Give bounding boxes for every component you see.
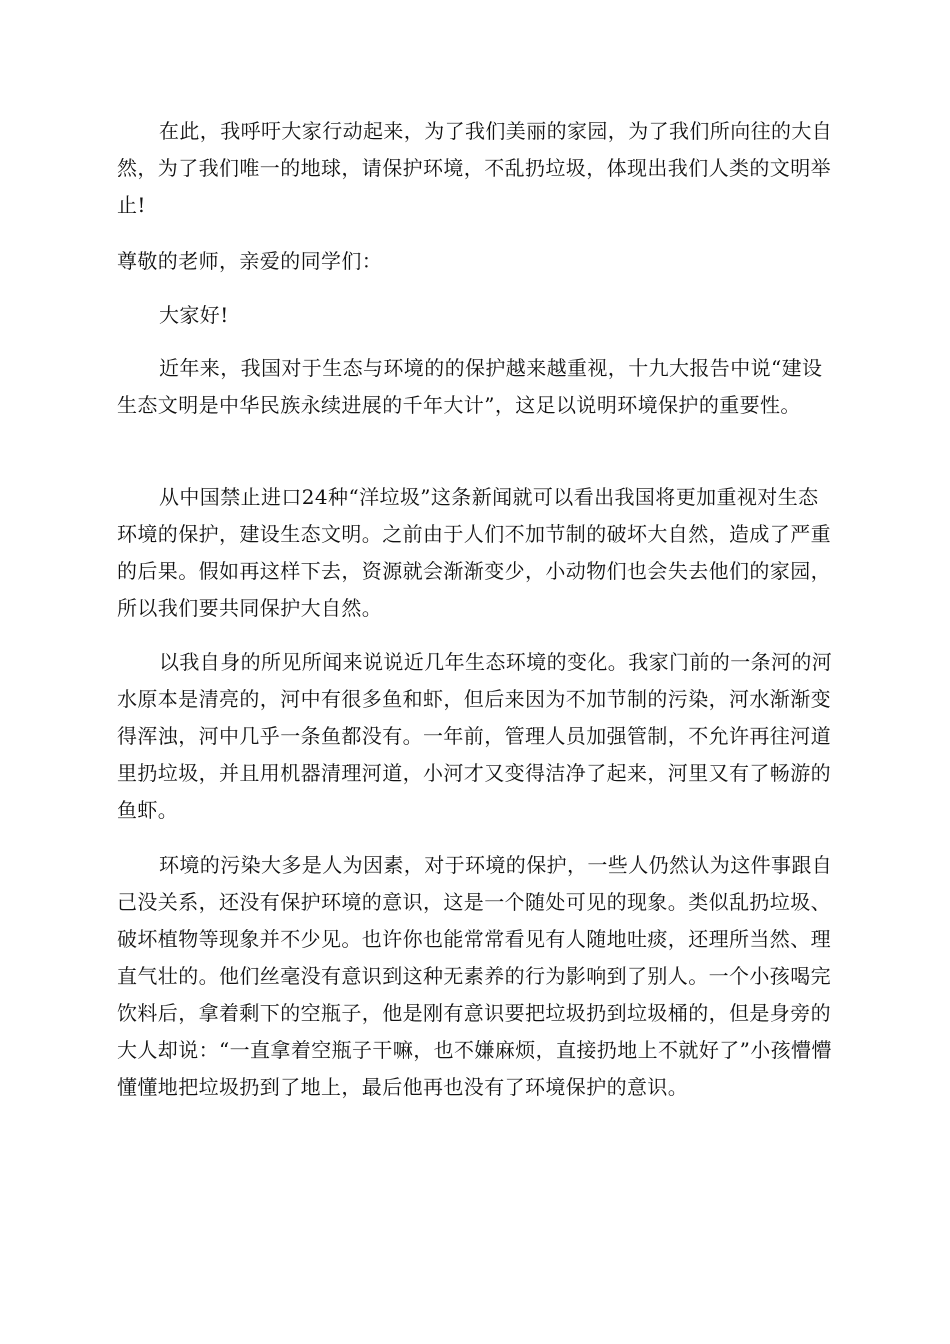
paragraph-salutation: 尊敬的老师，亲爱的同学们： xyxy=(117,249,383,273)
paragraph-river-change: 以我自身的所见所闻来说说近几年生态环境的变化。我家门前的一条河的河水原本是清亮的，河中有很多鱼和虾，但后来因为不加节制的污染，河水渐渐变得浑浊，河中几乎一条鱼都没有。一年前，管理人员加强管制，不允许再往河道里扔垃圾，并且用机器清理河道，小河才又变得洁净了起来，河里又有了畅游的鱼虾。 xyxy=(117,650,833,822)
paragraph-greeting: 大家好! xyxy=(159,303,229,327)
paragraph-call-to-action: 在此，我呼吁大家行动起来，为了我们美丽的家园，为了我们所向往的大自然，为了我们唯一的地球，请保护环境，不乱扔垃圾，体现出我们人类的文明举止! xyxy=(117,119,833,217)
paragraph-foreign-garbage: 从中国禁止进口24种“洋垃圾”这条新闻就可以看出我国将更加重视对生态环境的保护，建设生态文明。之前由于人们不加节制的破坏大自然，造成了严重的后果。假如再这样下去，资源就会渐渐变少，小动物们也会失去他们的家园，所以我们要共同保护大自然。 xyxy=(117,485,831,620)
paragraph-recent-years: 近年来，我国对于生态与环境的的保护越来越重视，十九大报告中说“建设生态文明是中华民族永续进展的千年大计”，这足以说明环境保护的重要性。 xyxy=(117,356,823,417)
paragraph-pollution-causes: 环境的污染大多是人为因素，对于环境的保护，一些人仍然认为这件事跟自己没关系，还没有保护环境的意识，这是一个随处可见的现象。类似乱扔垃圾、破坏植物等现象并不少见。也许你也能常常看见有人随地吐痰，还理所当然、理直气壮的。他们丝毫没有意识到这种无素养的行为影响到了别人。一个小孩喝完饮料后，拿着剩下的空瓶子，他是刚有意识要把垃圾扔到垃圾桶的，但是身旁的大人却说：“一直拿着空瓶子干嘛，也不嫌麻烦，直接扔地上不就好了”小孩懵懵懂懂地把垃圾扔到了地上，最后他再也没有了环境保护的意识。 xyxy=(117,853,833,1099)
